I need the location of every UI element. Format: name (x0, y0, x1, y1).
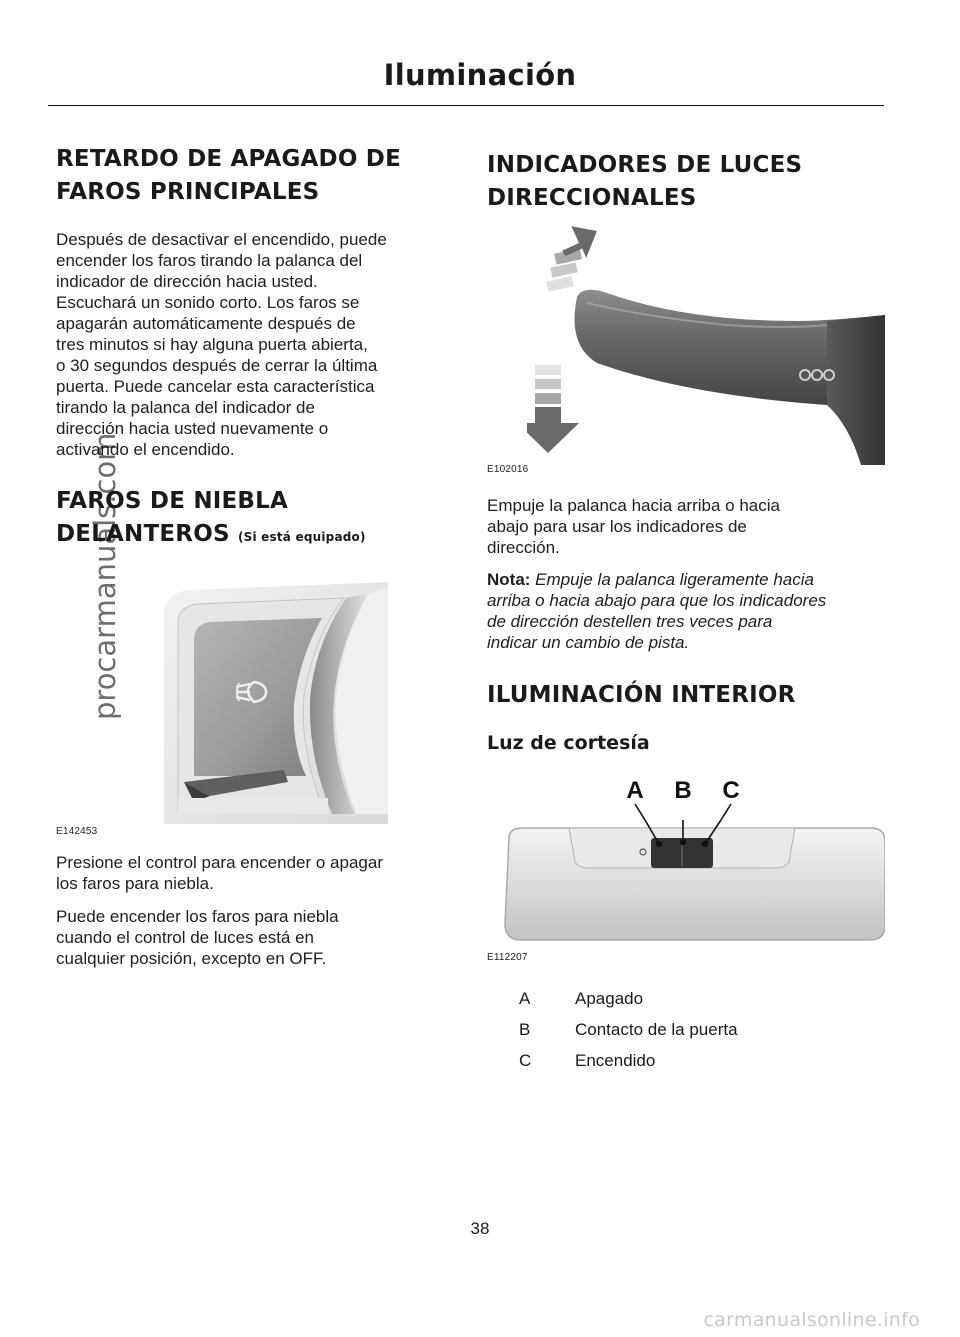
legend-row (487, 1019, 885, 1050)
legend-key: B (519, 1020, 531, 1039)
figure-code: E112207 (487, 952, 528, 963)
note-label: Nota: (487, 570, 531, 589)
figure-code: E102016 (487, 464, 529, 475)
callout-b: B (674, 777, 692, 804)
page-title: Iluminación (383, 58, 577, 92)
section-title-direction-indicators: INDICADORES DE LUCES DIRECCIONALES (487, 152, 803, 211)
page-number: 38 (470, 1219, 490, 1238)
indicator-lever-figure (527, 225, 885, 470)
subsection-title-courtesy-lamp: Luz de cortesía (487, 732, 650, 754)
legend-row (487, 988, 885, 1019)
section-title-headlamp-delay: RETARDO DE APAGADO DE FAROS PRINCIPALES (56, 146, 401, 205)
legend-row (487, 1050, 885, 1081)
arrow-up-icon (546, 225, 602, 292)
side-watermark: procarmanuals.com (88, 432, 122, 720)
legend-value: Encendido (575, 1051, 656, 1070)
courtesy-lamp-figure (499, 772, 885, 952)
figure-code: E142453 (56, 826, 98, 837)
section-title-front-fog-lamps: FAROS DE NIEBLA DELANTEROS (Si está equipado) (56, 488, 366, 547)
header-divider (48, 105, 884, 106)
section-title-interior-lighting: ILUMINACIÓN INTERIOR (487, 682, 796, 708)
callout-a: A (626, 777, 644, 804)
callout-c: C (722, 777, 740, 804)
legend-key: C (519, 1051, 532, 1070)
fog-lamp-paragraph-1: Presione el control para encender o apagar los faros para niebla. (56, 853, 383, 893)
fog-lamp-switch-figure (154, 576, 388, 826)
legend-value: Contacto de la puerta (575, 1020, 738, 1039)
headlamp-delay-paragraph: Después de desactivar el encendido, puede encender los faros tirando la palanca del indicador de dirección hacia usted. Escuchará un sonido corto. Los faros se apagarán automáticamente después de tres minutos si hay alguna puerta abierta, o 30 segundos después de cerrar la última puerta. Puede cancelar esta característica tirando la palanca del indicador de dirección hacia usted nuevamente o activando el encendido. (56, 230, 387, 459)
equipment-tag: (Si está equipado) (237, 530, 366, 544)
legend-value: Apagado (575, 989, 644, 1008)
indicator-note: Nota: Empuje la palanca ligeramente hacia arriba o hacia abajo para que los indicadores de dirección destellen tres veces para indicar un cambio de pista. (487, 570, 827, 652)
indicator-paragraph: Empuje la palanca hacia arriba o hacia abajo para usar los indicadores de dirección. (487, 496, 780, 557)
footer-watermark: carmanualsonline.info (703, 1309, 920, 1331)
legend-list (487, 988, 885, 1081)
legend-key: A (519, 989, 531, 1008)
fog-lamp-paragraph-2: Puede encender los faros para niebla cuando el control de luces está en cualquier posición, excepto en OFF. (56, 907, 339, 968)
arrow-down-icon (527, 365, 579, 453)
